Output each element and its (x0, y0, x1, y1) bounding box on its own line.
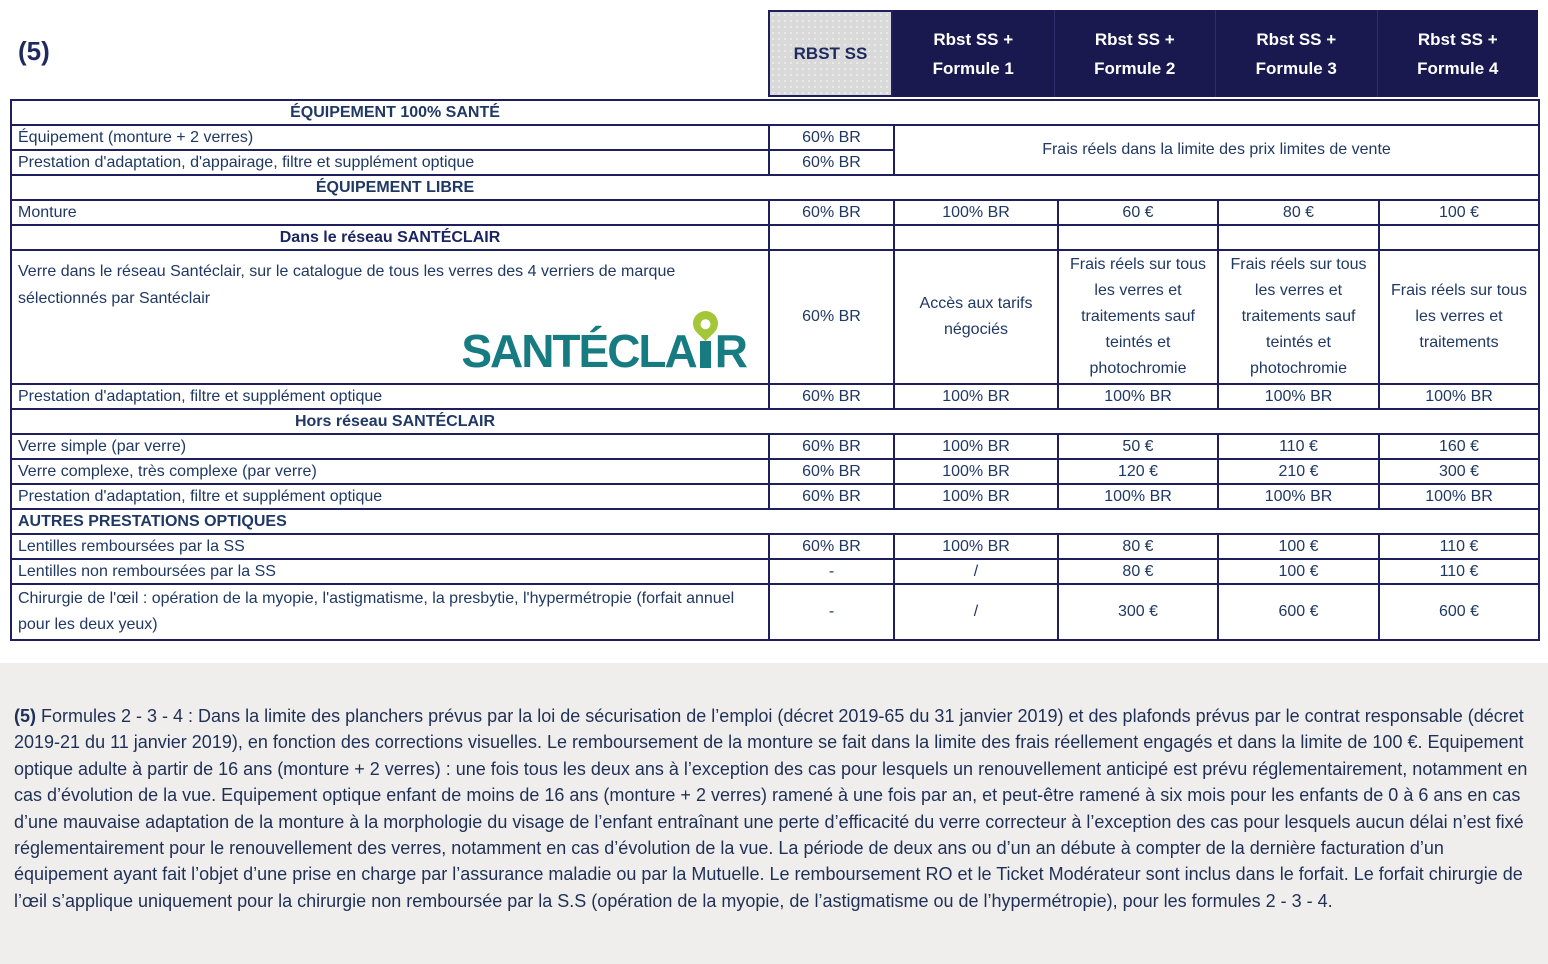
cell-verre-complexe-f2: 120 € (1058, 459, 1218, 484)
cell-verre-simple-f2: 50 € (1058, 434, 1218, 459)
footnote-reference-marker: (5) (18, 36, 50, 66)
cell-verre-reseau-f1: Accès aux tarifs négociés (894, 250, 1058, 384)
cell-verre-reseau-f2: Frais réels sur tous les verres et traitements sauf teintés et photochromie (1058, 250, 1218, 384)
benefits-table (10, 99, 1540, 641)
cell-verre-simple-f1: 100% BR (894, 434, 1058, 459)
formule-1-top-line: Rbst SS + (933, 29, 1014, 49)
formule-1-bottom-line: Formule 1 (932, 58, 1014, 78)
cell-monture-f1: 100% BR (894, 200, 1058, 225)
row-label-chirurgie: Chirurgie de l'œil : opération de la myopie, l'astigmatisme, la presbytie, l'hypermétropie (forfait annuel pour les deux yeux) (11, 584, 769, 640)
cell-chirurgie-rbst: - (769, 584, 894, 640)
row-label-prestation-hors: Prestation d'adaptation, filtre et supplément optique (11, 484, 769, 509)
cell-prestation-reseau-f1: 100% BR (894, 384, 1058, 409)
empty-cell (894, 225, 1058, 250)
cell-prestation-hors-f1: 100% BR (894, 484, 1058, 509)
cell-lentilles-remb-f3: 100 € (1218, 534, 1379, 559)
cell-prestation-appairage-rbst: 60% BR (769, 150, 894, 175)
row-label-prestation-reseau: Prestation d'adaptation, filtre et supplément optique (11, 384, 769, 409)
cell-lentilles-remb-f1: 100% BR (894, 534, 1058, 559)
cell-prestation-reseau-f3: 100% BR (1218, 384, 1379, 409)
footnote-text (14, 703, 1534, 914)
column-header-rbst-ss: RBST SS (768, 10, 893, 97)
cell-chirurgie-f3: 600 € (1218, 584, 1379, 640)
cell-prestation-hors-f4: 100% BR (1379, 484, 1539, 509)
cell-verre-complexe-rbst: 60% BR (769, 459, 894, 484)
row-label-equipement: Équipement (monture + 2 verres) (11, 125, 769, 150)
location-pin-icon (700, 333, 711, 367)
cell-monture-f3: 80 € (1218, 200, 1379, 225)
footnote-panel (0, 663, 1548, 964)
cell-monture-rbst: 60% BR (769, 200, 894, 225)
section-header-autres-prestations: AUTRES PRESTATIONS OPTIQUES (11, 509, 1539, 534)
formule-4-top-line: Rbst SS + (1417, 29, 1498, 49)
cell-verre-complexe-f4: 300 € (1379, 459, 1539, 484)
cell-prestation-hors-f2: 100% BR (1058, 484, 1218, 509)
row-label-verre-simple: Verre simple (par verre) (11, 434, 769, 459)
santeclair-logo: SANTÉCLA R (18, 328, 762, 376)
cell-chirurgie-f2: 300 € (1058, 584, 1218, 640)
formule-2-top-line: Rbst SS + (1094, 29, 1175, 49)
row-label-verre-reseau: Verre dans le réseau Santéclair, sur le catalogue de tous les verres des 4 verriers de marque sélectionnés par Santéclair SANTÉCLA R (11, 250, 769, 384)
cell-verre-simple-rbst: 60% BR (769, 434, 894, 459)
cell-lentilles-remb-f2: 80 € (1058, 534, 1218, 559)
formula-headers-block (893, 10, 1538, 97)
cell-verre-simple-f3: 110 € (1218, 434, 1379, 459)
cell-lentilles-non-remb-rbst: - (769, 559, 894, 584)
formule-2-bottom-line: Formule 2 (1094, 58, 1176, 78)
cell-equipement-rbst: 60% BR (769, 125, 894, 150)
cell-verre-complexe-f3: 210 € (1218, 459, 1379, 484)
column-header-formule-4 (1377, 10, 1539, 97)
section-header-equipement-libre: ÉQUIPEMENT LIBRE (11, 175, 1539, 200)
empty-cell (1379, 225, 1539, 250)
cell-prestation-reseau-rbst: 60% BR (769, 384, 894, 409)
row-label-monture: Monture (11, 200, 769, 225)
cell-lentilles-non-remb-f3: 100 € (1218, 559, 1379, 584)
cell-verre-reseau-f3: Frais réels sur tous les verres et traitements sauf teintés et photochromie (1218, 250, 1379, 384)
cell-prestation-hors-f3: 100% BR (1218, 484, 1379, 509)
row-label-prestation-appairage: Prestation d'adaptation, d'appairage, filtre et supplément optique (11, 150, 769, 175)
row-label-lentilles-remb: Lentilles remboursées par la SS (11, 534, 769, 559)
cell-monture-f2: 60 € (1058, 200, 1218, 225)
column-headers (768, 10, 1538, 97)
footnote-marker: (5) (14, 706, 36, 726)
subsection-header-hors-reseau: Hors réseau SANTÉCLAIR (11, 409, 1539, 434)
cell-verre-simple-f4: 160 € (1379, 434, 1539, 459)
merged-cell-frais-reels-vente: Frais réels dans la limite des prix limites de vente (894, 125, 1539, 175)
cell-verre-reseau-rbst: 60% BR (769, 250, 894, 384)
empty-cell (1218, 225, 1379, 250)
section-header-equipement-100-sante: ÉQUIPEMENT 100% SANTÉ (11, 100, 1539, 125)
cell-chirurgie-f1: / (894, 584, 1058, 640)
cell-lentilles-remb-rbst: 60% BR (769, 534, 894, 559)
row-label-lentilles-non-remb: Lentilles non remboursées par la SS (11, 559, 769, 584)
column-header-formule-1 (893, 10, 1054, 97)
cell-lentilles-remb-f4: 110 € (1379, 534, 1539, 559)
column-header-formule-3 (1215, 10, 1377, 97)
cell-lentilles-non-remb-f1: / (894, 559, 1058, 584)
cell-lentilles-non-remb-f2: 80 € (1058, 559, 1218, 584)
cell-verre-reseau-f4: Frais réels sur tous les verres et traitements (1379, 250, 1539, 384)
formule-3-bottom-line: Formule 3 (1255, 58, 1337, 78)
footnote-body: Formules 2 - 3 - 4 : Dans la limite des planchers prévus par la loi de sécurisation de l’emploi (décret 2019-65 du 31 janvier 2019) et des plafonds prévus par le contrat responsable (décret 2019-21 du 11 janvier 2019), en fonction des corrections visuelles. Le remboursement de la monture se fait dans la limite des frais réellement engagés et dans la limite de 100 €. Equipement optique adulte à partir de 16 ans (monture + 2 verres) : une fois tous les deux ans à l’exception des cas pour lesquels un renouvellement anticipé est prévu réglementairement, notamment en cas d’évolution de la vue. Equipement optique enfant de moins de 16 ans (monture + 2 verres) ramené à une fois par an, et peut-être ramené à six mois pour les enfants de 0 à 6 ans en cas d’une mauvaise adaptation de la monture à la morphologie du visage de l’enfant entraînant une perte d’efficacité du verre correcteur à l’exception des cas pour lesquels aucun délai n’est fixé réglementairement pour le renouvellement des verres, notamment en cas d’évolution de la vue. La période de deux ans ou d’un an débute à compter de la dernière facturation d’un équipement ayant fait l’objet d’une prise en charge par l’assurance maladie ou par la Mutuelle. Le remboursement RO et le Ticket Modérateur sont inclus dans le forfait. Le forfait chirurgie de l’œil s’applique uniquement pour la chirurgie non remboursée par la S.S (opération de la myopie, de l’astigmatisme ou de l’hypermétropie), pour les formules 2 - 3 - 4. (14, 706, 1528, 911)
formule-3-top-line: Rbst SS + (1256, 29, 1337, 49)
column-header-formule-2 (1054, 10, 1216, 97)
cell-prestation-hors-rbst: 60% BR (769, 484, 894, 509)
row-label-verre-complexe: Verre complexe, très complexe (par verre) (11, 459, 769, 484)
cell-prestation-reseau-f2: 100% BR (1058, 384, 1218, 409)
cell-prestation-reseau-f4: 100% BR (1379, 384, 1539, 409)
cell-chirurgie-f4: 600 € (1379, 584, 1539, 640)
cell-lentilles-non-remb-f4: 110 € (1379, 559, 1539, 584)
cell-monture-f4: 100 € (1379, 200, 1539, 225)
empty-cell (1058, 225, 1218, 250)
subsection-header-dans-reseau: Dans le réseau SANTÉCLAIR (11, 225, 769, 250)
empty-cell (769, 225, 894, 250)
cell-verre-complexe-f1: 100% BR (894, 459, 1058, 484)
formule-4-bottom-line: Formule 4 (1417, 58, 1499, 78)
